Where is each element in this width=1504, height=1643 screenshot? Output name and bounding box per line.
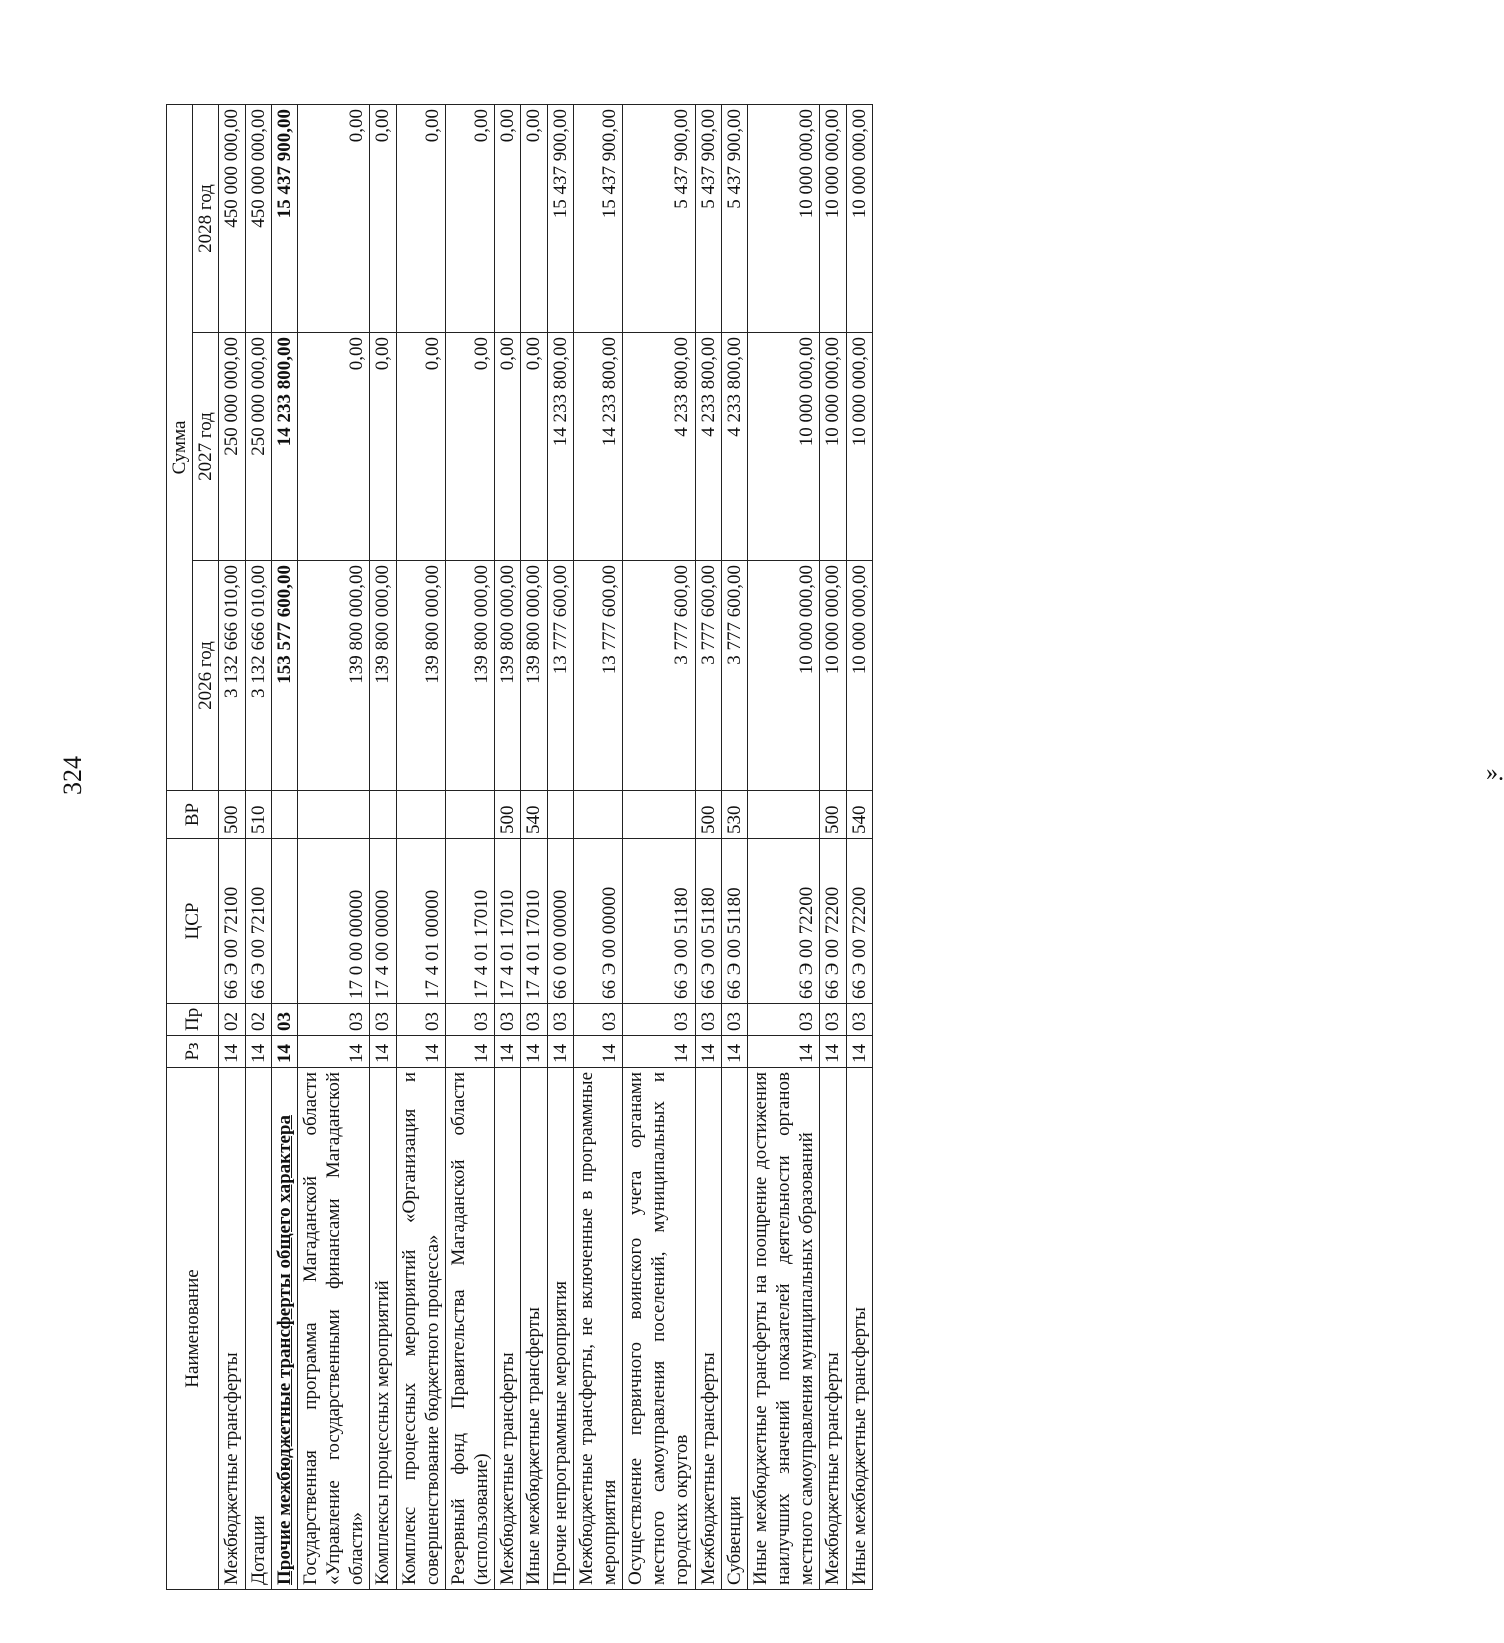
cell-name: Межбюджетные трансферты [219, 1068, 245, 1590]
cell-vr: 540 [846, 791, 872, 839]
table-row [820, 105, 846, 1590]
table-row [623, 105, 696, 1590]
budget-table [166, 104, 873, 1590]
cell-rz: 14 [219, 1036, 245, 1068]
cell-2027: 4 233 800,00 [623, 333, 696, 561]
cell-csr: 66 Э 00 00000 [573, 839, 622, 1004]
cell-2026: 3 777 600,00 [623, 561, 696, 791]
cell-pr: 03 [271, 1004, 297, 1036]
cell-2027: 0,00 [297, 333, 370, 561]
table-row [396, 105, 445, 1590]
cell-2026: 139 800 000,00 [495, 561, 521, 791]
cell-2028: 15 437 900,00 [573, 105, 622, 333]
table-row [573, 105, 622, 1590]
header-vr: ВР [167, 791, 219, 839]
cell-csr: 66 Э 00 72200 [820, 839, 846, 1004]
cell-2028: 0,00 [297, 105, 370, 333]
cell-csr: 17 4 00 00000 [370, 839, 396, 1004]
cell-2027: 0,00 [396, 333, 445, 561]
cell-2026: 153 577 600,00 [271, 561, 297, 791]
header-sum: Сумма [167, 105, 193, 791]
header-csr: ЦСР [167, 839, 219, 1004]
cell-2026: 139 800 000,00 [521, 561, 547, 791]
cell-vr: 500 [820, 791, 846, 839]
cell-2026: 139 800 000,00 [396, 561, 445, 791]
cell-2028: 15 437 900,00 [547, 105, 573, 333]
cell-name: Иные межбюджетные трансферты [521, 1068, 547, 1590]
table-row [521, 105, 547, 1590]
cell-pr: 02 [219, 1004, 245, 1036]
cell-vr: 540 [521, 791, 547, 839]
table-row [245, 105, 271, 1590]
cell-name: Прочие непрограммные мероприятия [547, 1068, 573, 1590]
cell-2027: 0,00 [370, 333, 396, 561]
cell-2028: 10 000 000,00 [747, 105, 820, 333]
closing-quote-mark: ». [1486, 760, 1504, 786]
cell-rz: 14 [820, 1036, 846, 1068]
cell-name: Дотации [245, 1068, 271, 1590]
cell-rz: 14 [547, 1036, 573, 1068]
table-row [695, 105, 721, 1590]
cell-name: Межбюджетные трансферты [695, 1068, 721, 1590]
cell-rz: 14 [271, 1036, 297, 1068]
table-row [219, 105, 245, 1590]
header-pr: Пр [167, 1004, 219, 1036]
cell-2027: 0,00 [495, 333, 521, 561]
cell-pr: 03 [623, 1004, 696, 1036]
cell-pr: 03 [747, 1004, 820, 1036]
cell-2028: 5 437 900,00 [721, 105, 747, 333]
cell-pr: 03 [846, 1004, 872, 1036]
cell-2028: 450 000 000,00 [219, 105, 245, 333]
cell-vr: 500 [495, 791, 521, 839]
cell-vr [271, 791, 297, 839]
table-body [219, 105, 872, 1590]
table-row [445, 105, 494, 1590]
cell-rz: 14 [747, 1036, 820, 1068]
cell-rz: 14 [445, 1036, 494, 1068]
cell-pr: 03 [695, 1004, 721, 1036]
cell-pr: 03 [573, 1004, 622, 1036]
table-row [721, 105, 747, 1590]
cell-2026: 3 132 666 010,00 [219, 561, 245, 791]
cell-2027: 14 233 800,00 [547, 333, 573, 561]
cell-2026: 3 777 600,00 [695, 561, 721, 791]
cell-2027: 250 000 000,00 [219, 333, 245, 561]
cell-csr: 66 Э 00 72200 [846, 839, 872, 1004]
cell-vr: 500 [219, 791, 245, 839]
cell-2028: 5 437 900,00 [623, 105, 696, 333]
header-year-2027: 2027 год [193, 333, 219, 561]
cell-rz: 14 [396, 1036, 445, 1068]
cell-vr: 510 [245, 791, 271, 839]
cell-2026: 10 000 000,00 [820, 561, 846, 791]
cell-2028: 10 000 000,00 [846, 105, 872, 333]
page-number: 324 [58, 756, 87, 795]
table-row [547, 105, 573, 1590]
cell-name: Резервный фонд Правительства Магаданской области (использование) [445, 1068, 494, 1590]
cell-2027: 0,00 [445, 333, 494, 561]
cell-2028: 450 000 000,00 [245, 105, 271, 333]
cell-vr [623, 791, 696, 839]
cell-csr [271, 839, 297, 1004]
cell-name: Субвенции [721, 1068, 747, 1590]
cell-rz: 14 [695, 1036, 721, 1068]
cell-csr: 66 Э 00 72100 [219, 839, 245, 1004]
cell-pr: 03 [370, 1004, 396, 1036]
cell-csr: 17 4 01 00000 [396, 839, 445, 1004]
cell-2026: 3 777 600,00 [721, 561, 747, 791]
cell-2026: 3 132 666 010,00 [245, 561, 271, 791]
header-year-2026: 2026 год [193, 561, 219, 791]
table-row [747, 105, 820, 1590]
cell-rz: 14 [245, 1036, 271, 1068]
cell-2028: 0,00 [445, 105, 494, 333]
cell-2026: 139 800 000,00 [445, 561, 494, 791]
cell-name: Комплексы процессных мероприятий [370, 1068, 396, 1590]
cell-vr [370, 791, 396, 839]
cell-2028: 0,00 [495, 105, 521, 333]
cell-2027: 4 233 800,00 [721, 333, 747, 561]
cell-rz: 14 [370, 1036, 396, 1068]
cell-vr [396, 791, 445, 839]
cell-2026: 13 777 600,00 [573, 561, 622, 791]
cell-name: Государственная программа Магаданской области «Управление государственными финансами Магаданской области» [297, 1068, 370, 1590]
table-row [297, 105, 370, 1590]
cell-rz: 14 [297, 1036, 370, 1068]
cell-2027: 14 233 800,00 [271, 333, 297, 561]
cell-pr: 03 [820, 1004, 846, 1036]
rotated-page [166, 105, 986, 1590]
cell-csr: 66 Э 00 51180 [695, 839, 721, 1004]
cell-pr: 02 [245, 1004, 271, 1036]
cell-rz: 14 [495, 1036, 521, 1068]
cell-csr: 17 0 00 00000 [297, 839, 370, 1004]
cell-vr: 530 [721, 791, 747, 839]
cell-2026: 139 800 000,00 [297, 561, 370, 791]
table-row [271, 105, 297, 1590]
cell-rz: 14 [623, 1036, 696, 1068]
cell-name: Прочие межбюджетные трансферты общего характера [271, 1068, 297, 1590]
table-row [846, 105, 872, 1590]
cell-csr: 66 0 00 00000 [547, 839, 573, 1004]
cell-2028: 0,00 [521, 105, 547, 333]
cell-2028: 5 437 900,00 [695, 105, 721, 333]
cell-vr [445, 791, 494, 839]
cell-2027: 4 233 800,00 [695, 333, 721, 561]
cell-2026: 10 000 000,00 [846, 561, 872, 791]
cell-rz: 14 [846, 1036, 872, 1068]
cell-name: Осуществление первичного воинского учета органами местного самоуправления поселений, муниципальных и городских округов [623, 1068, 696, 1590]
cell-2027: 14 233 800,00 [573, 333, 622, 561]
cell-pr: 03 [495, 1004, 521, 1036]
cell-name: Комплекс процессных мероприятий «Организация и совершенствование бюджетного процесса» [396, 1068, 445, 1590]
cell-pr: 03 [445, 1004, 494, 1036]
cell-2026: 139 800 000,00 [370, 561, 396, 791]
cell-2026: 13 777 600,00 [547, 561, 573, 791]
cell-pr: 03 [547, 1004, 573, 1036]
table-row [495, 105, 521, 1590]
cell-csr: 66 Э 00 72100 [245, 839, 271, 1004]
cell-2027: 10 000 000,00 [820, 333, 846, 561]
cell-2027: 10 000 000,00 [747, 333, 820, 561]
cell-csr: 66 Э 00 51180 [721, 839, 747, 1004]
header-rz: Рз [167, 1036, 219, 1068]
cell-pr: 03 [396, 1004, 445, 1036]
cell-pr: 03 [721, 1004, 747, 1036]
cell-name: Межбюджетные трансферты [820, 1068, 846, 1590]
cell-rz: 14 [521, 1036, 547, 1068]
cell-pr: 03 [521, 1004, 547, 1036]
cell-csr: 66 Э 00 72200 [747, 839, 820, 1004]
cell-2028: 15 437 900,00 [271, 105, 297, 333]
cell-vr [747, 791, 820, 839]
cell-2028: 10 000 000,00 [820, 105, 846, 333]
cell-vr [547, 791, 573, 839]
cell-rz: 14 [573, 1036, 622, 1068]
cell-csr: 17 4 01 17010 [495, 839, 521, 1004]
cell-csr: 17 4 01 17010 [521, 839, 547, 1004]
table-row [370, 105, 396, 1590]
cell-name: Иные межбюджетные трансферты [846, 1068, 872, 1590]
cell-pr: 03 [297, 1004, 370, 1036]
cell-2027: 10 000 000,00 [846, 333, 872, 561]
cell-2027: 250 000 000,00 [245, 333, 271, 561]
header-name: Наименование [167, 1068, 219, 1590]
cell-csr: 17 4 01 17010 [445, 839, 494, 1004]
cell-2027: 0,00 [521, 333, 547, 561]
cell-name: Межбюджетные трансферты [495, 1068, 521, 1590]
cell-vr: 500 [695, 791, 721, 839]
header-year-2028: 2028 год [193, 105, 219, 333]
cell-2026: 10 000 000,00 [747, 561, 820, 791]
cell-vr [297, 791, 370, 839]
cell-vr [573, 791, 622, 839]
cell-rz: 14 [721, 1036, 747, 1068]
cell-2028: 0,00 [396, 105, 445, 333]
cell-name: Иные межбюджетные трансферты на поощрение достижения наилучших значений показателей деятельности органов местного самоуправления муниципальных образований [747, 1068, 820, 1590]
cell-name: Межбюджетные трансферты, не включенные в программные мероприятия [573, 1068, 622, 1590]
cell-2028: 0,00 [370, 105, 396, 333]
cell-csr: 66 Э 00 51180 [623, 839, 696, 1004]
